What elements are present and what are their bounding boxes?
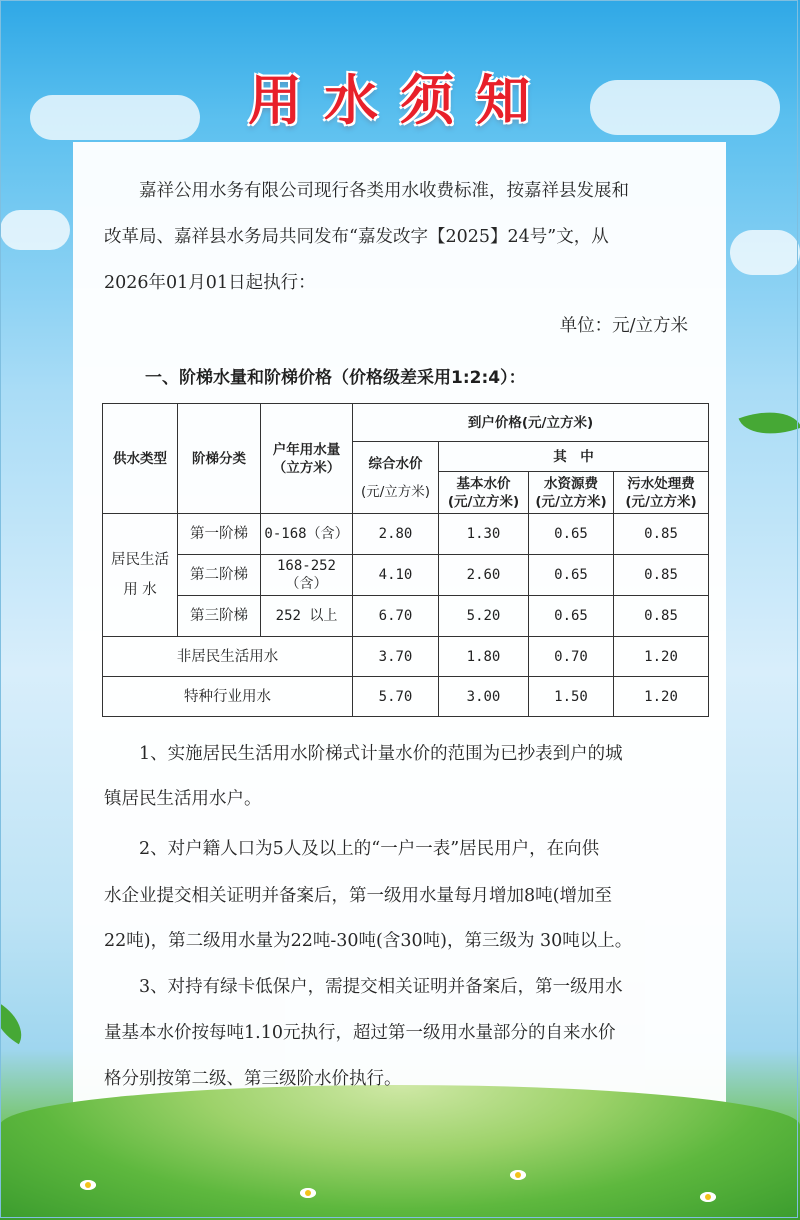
basic-cell: 5.20 bbox=[439, 596, 529, 637]
header-of-which: 其 中 bbox=[439, 442, 709, 472]
table-row bbox=[103, 514, 709, 555]
table-header-row bbox=[103, 404, 709, 442]
volume-cell: 0-168（含） bbox=[261, 514, 353, 555]
tier-cell: 第一阶梯 bbox=[178, 514, 261, 555]
tier-cell: 第二阶梯 bbox=[178, 555, 261, 596]
sewage-cell: 1.20 bbox=[614, 637, 709, 677]
tier-cell: 第三阶梯 bbox=[178, 596, 261, 637]
volume-cell: 168-252（含） bbox=[261, 555, 353, 596]
nonresidential-label: 非居民生活用水 bbox=[103, 637, 353, 677]
header-resource-label: 水资源费 bbox=[544, 475, 598, 492]
note-1-line-2: 镇居民生活用水户。 bbox=[104, 789, 262, 809]
leaf-icon bbox=[739, 399, 800, 446]
resource-cell: 1.50 bbox=[529, 677, 614, 717]
page-title: 用水须知 bbox=[248, 68, 552, 132]
basic-cell: 1.80 bbox=[439, 637, 529, 677]
flower-icon bbox=[510, 1170, 526, 1180]
intro-line-3: 2026年01月01日起执行： bbox=[104, 273, 316, 293]
header-basic-label: 基本水价 bbox=[456, 475, 511, 492]
intro-line-2: 改革局、嘉祥县水务局共同发布“嘉发改字【2025】24号”文，从 bbox=[104, 227, 609, 247]
table-row bbox=[103, 596, 709, 637]
cloud-decoration bbox=[730, 230, 800, 275]
header-annual-volume-line1: 户年用水量 bbox=[272, 441, 341, 458]
composite-cell: 5.70 bbox=[353, 677, 439, 717]
leaf-icon bbox=[0, 1002, 32, 1045]
section-title: 一、阶梯水量和阶梯价格（价格级差采用1:2:4）： bbox=[145, 368, 526, 388]
basic-cell: 3.00 bbox=[439, 677, 529, 717]
header-resource-unit: (元/立方米) bbox=[535, 493, 607, 510]
note-3-line-2: 量基本水价按每吨1.10元执行，超过第一级用水量部分的自来水价 bbox=[104, 1023, 616, 1043]
resource-cell: 0.65 bbox=[529, 596, 614, 637]
table-row bbox=[103, 555, 709, 596]
note-1-line-1: 1、实施居民生活用水阶梯式计量水价的范围为已抄表到户的城 bbox=[139, 744, 623, 764]
residential-label-line2: 用 水 bbox=[123, 582, 157, 598]
sewage-cell: 0.85 bbox=[614, 514, 709, 555]
header-basic-unit: (元/立方米) bbox=[447, 493, 520, 510]
header-composite-label: 综合水价 bbox=[368, 455, 423, 472]
table-row bbox=[103, 637, 709, 677]
resource-cell: 0.70 bbox=[529, 637, 614, 677]
price-table bbox=[102, 403, 709, 717]
basic-cell: 2.60 bbox=[439, 555, 529, 596]
header-basic-price bbox=[439, 472, 529, 514]
residential-label bbox=[103, 514, 178, 637]
header-annual-volume bbox=[261, 404, 353, 514]
note-2-line-3: 22吨)，第二级用水量为22吨-30吨(含30吨)，第三级为 30吨以上。 bbox=[104, 931, 633, 951]
note-3-line-1: 3、对持有绿卡低保户，需提交相关证明并备案后，第一级用水 bbox=[139, 977, 623, 997]
header-annual-volume-line2: （立方米） bbox=[272, 459, 341, 476]
special-label: 特种行业用水 bbox=[103, 677, 353, 717]
flower-icon bbox=[700, 1192, 716, 1202]
intro-line-1: 嘉祥公用水务有限公司现行各类用水收费标准，按嘉祥县发展和 bbox=[139, 181, 629, 201]
note-2-line-1: 2、对户籍人口为5人及以上的“一户一表”居民用户，在向供 bbox=[139, 839, 600, 859]
unit-label: 单位：元/立方米 bbox=[559, 316, 688, 336]
header-composite-unit: (元/立方米) bbox=[360, 483, 431, 500]
composite-cell: 3.70 bbox=[353, 637, 439, 677]
header-tier: 阶梯分类 bbox=[178, 404, 261, 514]
flower-icon bbox=[300, 1188, 316, 1198]
flower-icon bbox=[80, 1180, 96, 1190]
volume-cell: 252 以上 bbox=[261, 596, 353, 637]
note-3-line-3: 格分别按第二级、第三级阶水价执行。 bbox=[104, 1069, 402, 1089]
sewage-cell: 0.85 bbox=[614, 596, 709, 637]
residential-label-line1: 居民生活 bbox=[111, 552, 169, 568]
cloud-decoration bbox=[0, 210, 70, 250]
composite-cell: 2.80 bbox=[353, 514, 439, 555]
header-composite-price bbox=[353, 442, 439, 514]
table-row bbox=[103, 677, 709, 717]
header-sewage-label: 污水处理费 bbox=[627, 475, 695, 492]
resource-cell: 0.65 bbox=[529, 555, 614, 596]
header-resource-fee bbox=[529, 472, 614, 514]
header-sewage-fee bbox=[614, 472, 709, 514]
grass-hill bbox=[0, 1085, 800, 1220]
header-supply-type: 供水类型 bbox=[103, 404, 178, 514]
note-2-line-2: 水企业提交相关证明并备案后，第一级用水量每月增加8吨(增加至 bbox=[104, 886, 612, 906]
sewage-cell: 1.20 bbox=[614, 677, 709, 717]
composite-cell: 6.70 bbox=[353, 596, 439, 637]
basic-cell: 1.30 bbox=[439, 514, 529, 555]
header-delivered-price: 到户价格(元/立方米) bbox=[353, 404, 709, 442]
composite-cell: 4.10 bbox=[353, 555, 439, 596]
sewage-cell: 0.85 bbox=[614, 555, 709, 596]
resource-cell: 0.65 bbox=[529, 514, 614, 555]
header-sewage-unit: (元/立方米) bbox=[625, 493, 697, 510]
